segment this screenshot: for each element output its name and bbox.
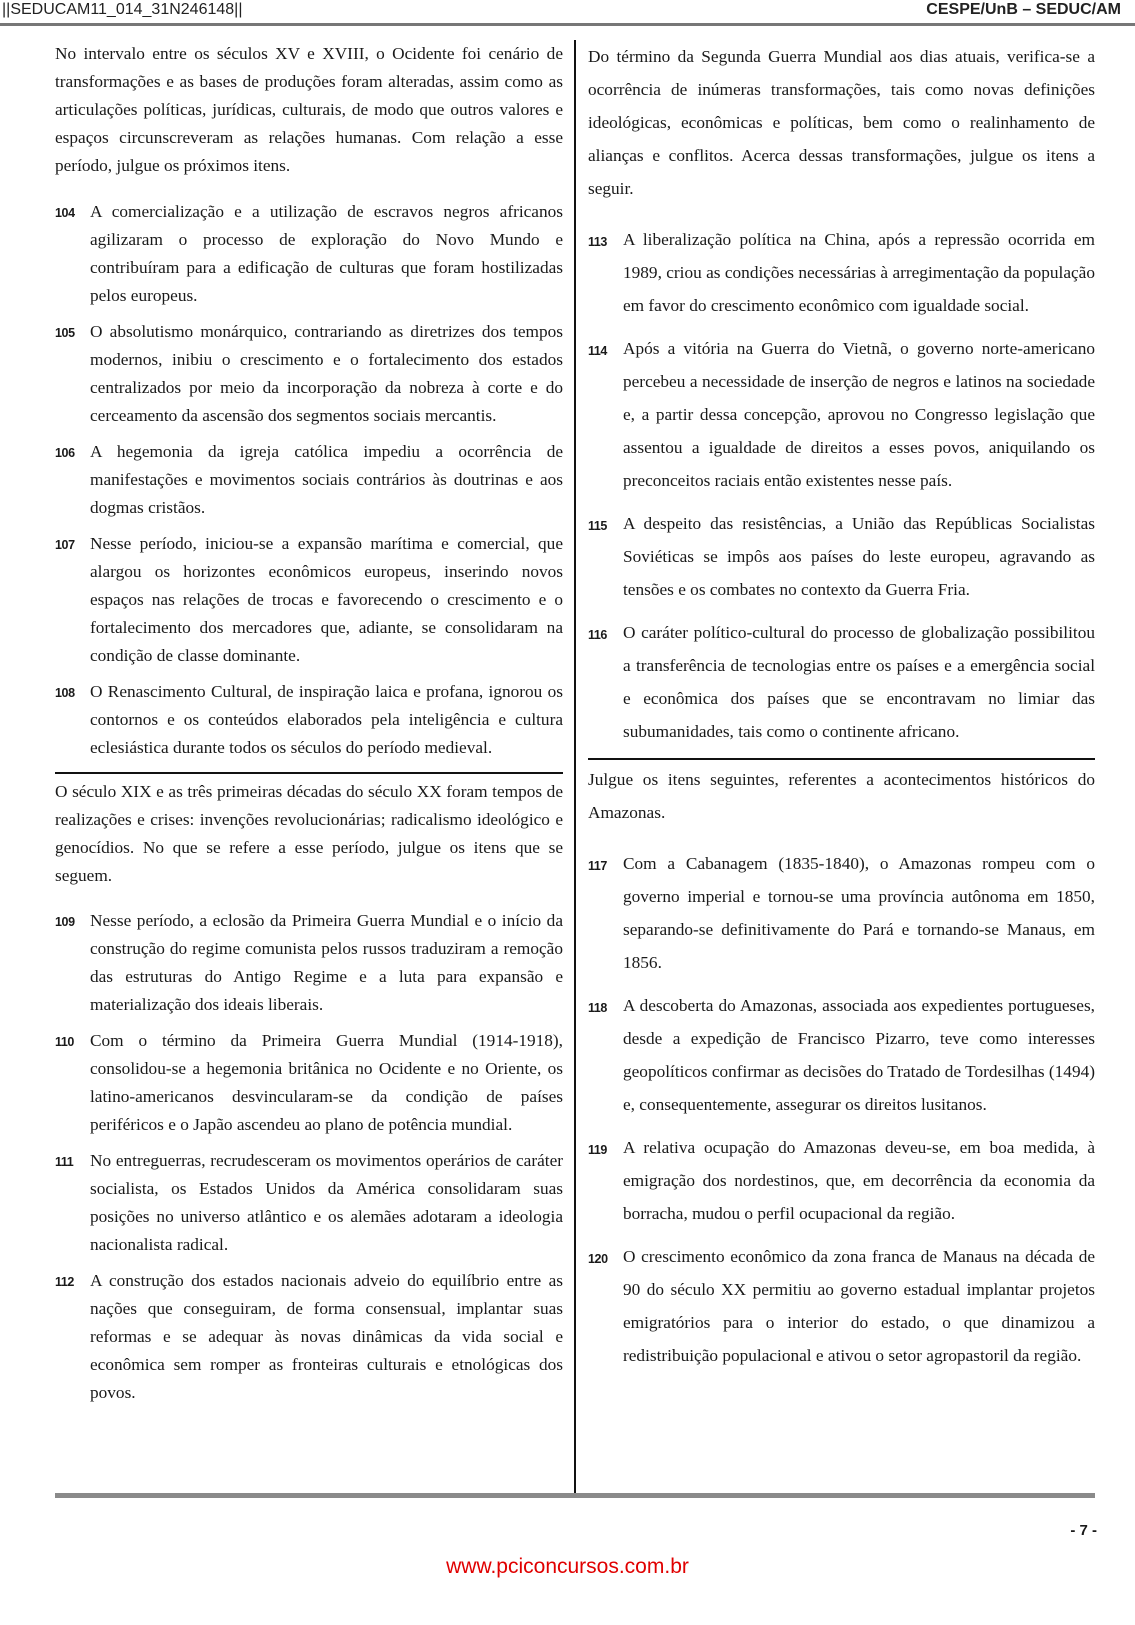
question-number: 106 [55,446,75,460]
question-text: O Renascimento Cultural, de inspiração laica e profana, ignorou os contornos e os conteúdos elaborados pela inteligência e cultura eclesiástica durante todos os séculos do período medieval. [90,682,563,757]
question-text: A construção dos estados nacionais adveio do equilíbrio entre as nações que conseguiram, de forma consensual, implantar suas reformas e se adequar às novas dinâmicas da vida social e econômica sem romper as fronteiras culturais e etnológicas dos povos. [90,1271,563,1402]
question-number: 109 [55,915,75,929]
question-item [55,438,563,522]
section-intro-modern-era: No intervalo entre os séculos XV e XVIII, o Ocidente foi cenário de transformações e as bases de produções foram alteradas, assim como as articulações políticas, jurídicas, culturais, de modo que outros valores e espaços circunscreveram as relações humanas. Com relação a esse período, julgue os próximos itens. [55,44,563,175]
question-item [55,318,563,430]
question-text: Com o término da Primeira Guerra Mundial (1914-1918), consolidou-se a hegemonia britânica no Ocidente e no Oriente, os latino-americanos desvincularam-se da condição de países periféricos e o Japão ascendeu ao plano de potência mundial. [90,1031,563,1134]
question-number: 118 [588,1001,607,1015]
question-item [55,1147,563,1259]
question-text: A comercialização e a utilização de escravos negros africanos agilizaram o processo de exploração do Novo Mundo e contribuíram para a edificação de culturas que foram hostilizadas pelos europeus. [90,202,563,305]
question-text: A hegemonia da igreja católica impediu a ocorrência de manifestações e movimentos sociais contrários às doutrinas e aos dogmas cristãos. [90,442,563,517]
question-number: 114 [588,344,607,358]
question-item [55,1267,563,1407]
question-item [588,507,1095,606]
question-number: 105 [55,326,75,340]
question-text: A relativa ocupação do Amazonas deveu-se, em boa medida, à emigração dos nordestinos, que, em decorrência da economia da borracha, mudou o perfil ocupacional da região. [623,1138,1095,1223]
question-number: 104 [55,206,75,220]
question-text: O caráter político-cultural do processo de globalização possibilitou a transferência de tecnologias entre os países e a emergência social e econômica dos países que se encontravam no limiar das subumanidades, tais como o continente africano. [623,623,1095,741]
question-text: No entreguerras, recrudesceram os movimentos operários de caráter socialista, os Estados Unidos da América consolidaram suas posições no universo atlântico e os alemães adotaram a ideologia nacionalista radical. [90,1151,563,1254]
question-item [588,616,1095,748]
question-item [588,847,1095,979]
question-text: Com a Cabanagem (1835-1840), o Amazonas rompeu com o governo imperial e tornou-se uma província autônoma em 1850, separando-se definitivamente do Pará e tornando-se Manaus, em 1856. [623,854,1095,972]
section-intro-amazonas: Julgue os itens seguintes, referentes a acontecimentos históricos do Amazonas. [588,770,1095,822]
question-text: A descoberta do Amazonas, associada aos expedientes portugueses, desde a expedição de Francisco Pizarro, teve como interesses geopolíticos confirmar as decisões do Tratado de Tordesilhas (1494) e, consequentemente, assegurar os direitos lusitanos. [623,996,1095,1114]
question-number: 112 [55,1275,74,1289]
question-number: 119 [588,1143,607,1157]
question-text: A liberalização política na China, após a repressão ocorrida em 1989, criou as condições necessárias à arregimentação da população em favor do crescimento econômico com igualdade social. [623,230,1095,315]
question-item [588,1240,1095,1372]
question-item [588,1131,1095,1230]
question-item [588,332,1095,497]
question-text: Após a vitória na Guerra do Vietnã, o governo norte-americano percebeu a necessidade de inserção de negros e latinos na sociedade e, a partir dessa concepção, aprovou no Congresso legislação que assentou a igualdade de direitos a esses povos, aniquilando os preconceitos raciais então existentes nesse país. [623,339,1095,490]
question-text: Nesse período, a eclosão da Primeira Guerra Mundial e o início da construção do regime comunista pelos russos traduziram a remoção das estruturas do Antigo Regime e a luta para expansão e materialização dos ideais liberais. [90,911,563,1014]
question-item [588,223,1095,322]
question-number: 117 [588,859,607,873]
left-column [55,40,563,1407]
question-item [55,530,563,670]
question-text: A despeito das resistências, a União das Repúblicas Socialistas Soviéticas se impôs aos países do leste europeu, agravando as tensões e os combates no contexto da Guerra Fria. [623,514,1095,599]
section-intro-19th-century: O século XIX e as três primeiras décadas do século XX foram tempos de realizações e crises: invenções revolucionárias; radicalismo ideológico e genocídios. No que se refere a esse período, julgue os itens que se seguem. [55,782,563,885]
question-number: 115 [588,519,607,533]
question-item [55,198,563,310]
right-column [588,40,1095,1372]
question-number: 111 [55,1155,74,1169]
exam-code: ||SEDUCAM11_014_31N246148|| [2,1,243,18]
question-number: 107 [55,538,75,552]
question-item [55,678,563,762]
question-number: 120 [588,1252,608,1266]
question-text: O crescimento econômico da zona franca de Manaus na década de 90 do século XX permitiu ao governo estadual implantar projetos emigratórios para o interior do estado, o que dinamizou a redistribuição populacional e ativou o setor agropastoril da região. [623,1247,1095,1365]
page-number: - 7 - [1070,1522,1097,1539]
question-text: O absolutismo monárquico, contrariando as diretrizes dos tempos modernos, inibiu o crescimento e o fortalecimento dos estados centralizados por meio da incorporação da nobreza à corte e do cerceamento da ascensão dos segmentos sociais mercantis. [90,322,563,425]
question-item [588,989,1095,1121]
section-intro-post-war: Do término da Segunda Guerra Mundial aos dias atuais, verifica-se a ocorrência de inúmeras transformações, tais como novas definições ideológicas, econômicas e políticas, bem como o realinhamento de alianças e conflitos. Acerca dessas transformações, julgue os itens a seguir. [588,47,1095,198]
column-divider [574,40,576,1494]
question-text: Nesse período, iniciou-se a expansão marítima e comercial, que alargou os horizontes econômicos europeus, inserindo novos espaços nas relações de trocas e favorecendo o crescimento e o fortalecimento dos mercadores que, adiante, se consolidaram na condição de classe dominante. [90,534,563,665]
question-item [55,1027,563,1139]
question-number: 108 [55,686,75,700]
question-number: 116 [588,628,607,642]
question-item [55,907,563,1019]
header-rule [0,23,1135,26]
question-number: 113 [588,235,607,249]
website-link[interactable]: www.pciconcursos.com.br [446,1555,689,1578]
question-number: 110 [55,1035,74,1049]
footer-rule [55,1493,1095,1498]
exam-title: CESPE/UnB – SEDUC/AM [926,1,1121,18]
